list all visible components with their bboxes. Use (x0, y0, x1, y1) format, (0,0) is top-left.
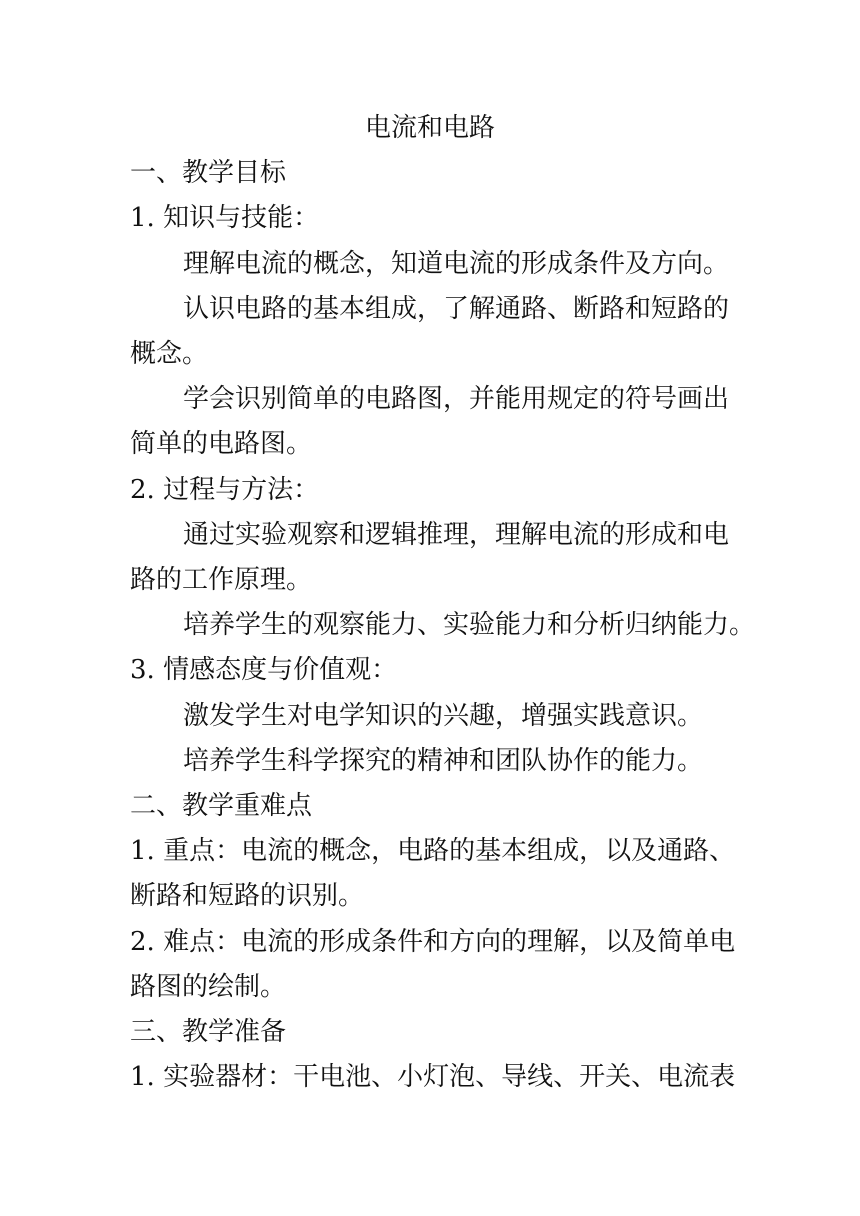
paragraph-line: 认识电路的基本组成，了解通路、断路和短路的 (183, 294, 730, 324)
section-heading-objectives: 一、教学目标 (130, 158, 287, 188)
paragraph-line: 理解电流的概念，知道电流的形成条件及方向。 (183, 249, 730, 279)
section-heading-preparation: 三、教学准备 (130, 1017, 287, 1047)
subheading-process-methods: 2. 过程与方法： (130, 475, 320, 505)
subheading-knowledge-skills: 1. 知识与技能： (130, 203, 320, 233)
document-title: 电流和电路 (364, 113, 495, 143)
paragraph-line: 学会识别简单的电路图，并能用规定的符号画出 (183, 384, 730, 414)
paragraph-line: 通过实验观察和逻辑推理，理解电流的形成和电 (183, 520, 730, 550)
paragraph-line: 路图的绘制。 (130, 972, 287, 1002)
paragraph-line: 激发学生对电学知识的兴趣，增强实践意识。 (183, 701, 704, 731)
paragraph-line: 路的工作原理。 (130, 565, 313, 595)
paragraph-line: 1. 重点：电流的概念，电路的基本组成，以及通路、 (130, 836, 736, 866)
paragraph-line: 2. 难点：电流的形成条件和方向的理解，以及简单电 (130, 927, 736, 957)
paragraph-line: 1. 实验器材：干电池、小灯泡、导线、开关、电流表 (130, 1062, 736, 1092)
paragraph-line: 培养学生科学探究的精神和团队协作的能力。 (183, 746, 704, 776)
subheading-attitudes-values: 3. 情感态度与价值观： (130, 655, 398, 685)
paragraph-line: 培养学生的观察能力、实验能力和分析归纳能力。 (183, 610, 756, 640)
paragraph-line: 断路和短路的识别。 (130, 881, 365, 911)
paragraph-line: 简单的电路图。 (130, 429, 313, 459)
paragraph-line: 概念。 (130, 339, 209, 369)
section-heading-key-points: 二、教学重难点 (130, 791, 313, 821)
